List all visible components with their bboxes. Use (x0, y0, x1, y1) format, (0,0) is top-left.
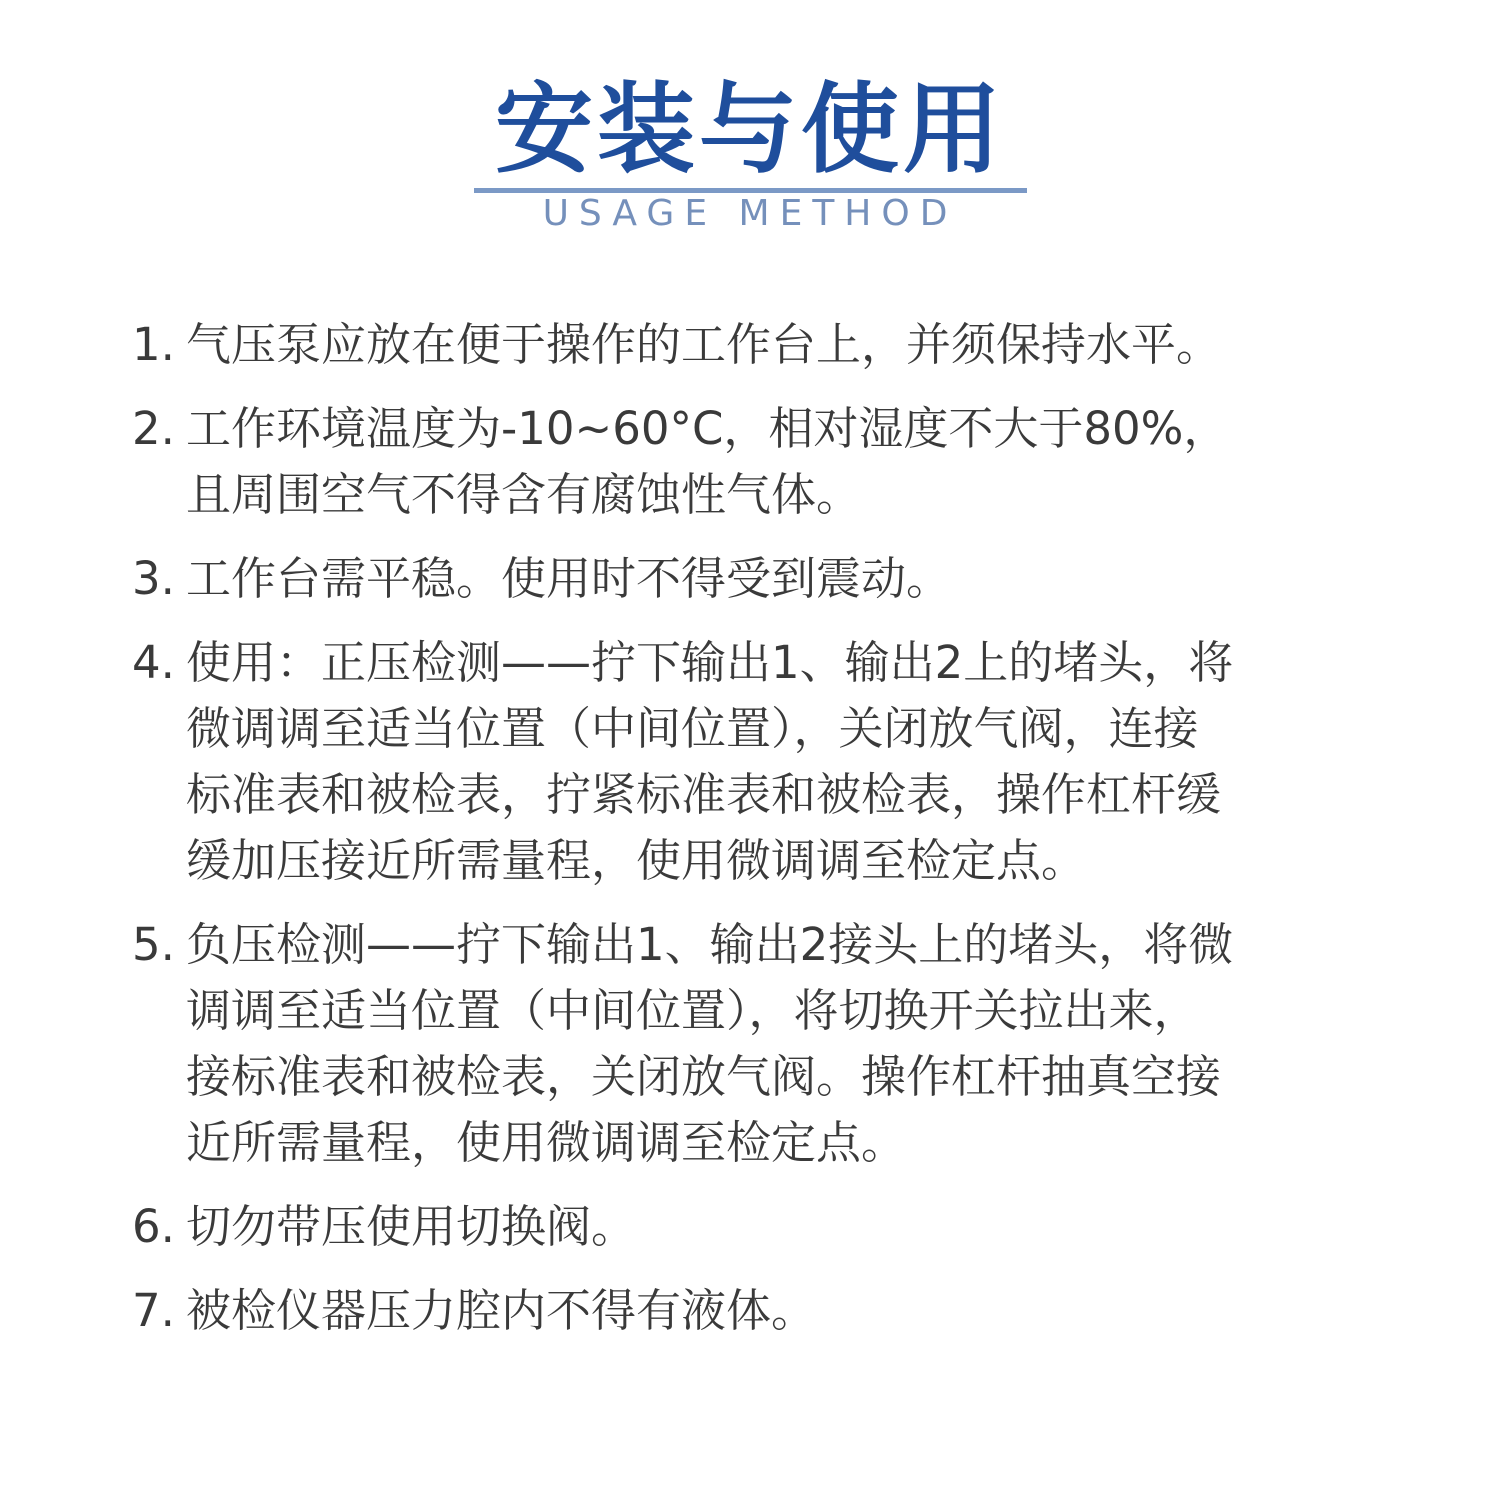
step-text-line: 接标准表和被检表，关闭放气阀。操作杠杆抽真空接 (186, 1050, 1222, 1103)
instruction-item-3 (132, 546, 1382, 612)
step-text-line: 缓加压接近所需量程，使用微调调至检定点。 (186, 834, 1087, 887)
step-text-line: 工作环境温度为-10~60°C，相对湿度不大于80%， (186, 402, 1229, 455)
step-number: 1. (132, 318, 175, 371)
instruction-item-1 (132, 312, 1382, 378)
step-text-line: 负压检测——拧下输出1、输出2接头上的堵头，将微 (186, 918, 1234, 971)
step-text-line: 近所需量程，使用微调调至检定点。 (186, 1116, 907, 1169)
header (0, 0, 1500, 260)
page-title: 安装与使用 (494, 73, 1005, 187)
step-text-line: 且周围空气不得含有腐蚀性气体。 (186, 468, 862, 521)
step-number: 7. (132, 1284, 175, 1337)
instruction-list (132, 312, 1382, 1362)
step-text-line: 切勿带压使用切换阀。 (186, 1200, 637, 1253)
instruction-item-5 (132, 912, 1382, 1176)
step-text-line: 使用：正压检测——拧下输出1、输出2上的堵头，将 (186, 636, 1234, 689)
step-text-line: 标准表和被检表，拧紧标准表和被检表，操作杠杆缓 (186, 768, 1222, 821)
step-number: 5. (132, 918, 175, 971)
step-number: 3. (132, 552, 175, 605)
instruction-item-2 (132, 396, 1382, 528)
page-subtitle: USAGE METHOD (542, 193, 958, 234)
step-number: 4. (132, 636, 175, 689)
step-text-line: 被检仪器压力腔内不得有液体。 (186, 1284, 817, 1337)
step-number: 6. (132, 1200, 175, 1253)
instruction-item-4 (132, 630, 1382, 894)
instruction-item-6 (132, 1194, 1382, 1260)
step-number: 2. (132, 402, 175, 455)
instruction-item-7 (132, 1278, 1382, 1344)
step-text-line: 调调至适当位置（中间位置），将切换开关拉出来， (186, 984, 1199, 1037)
step-text-line: 微调调至适当位置（中间位置），关闭放气阀，连接 (186, 702, 1199, 755)
step-text-line: 工作台需平稳。使用时不得受到震动。 (186, 552, 952, 605)
step-text-line: 气压泵应放在便于操作的工作台上，并须保持水平。 (186, 318, 1222, 371)
